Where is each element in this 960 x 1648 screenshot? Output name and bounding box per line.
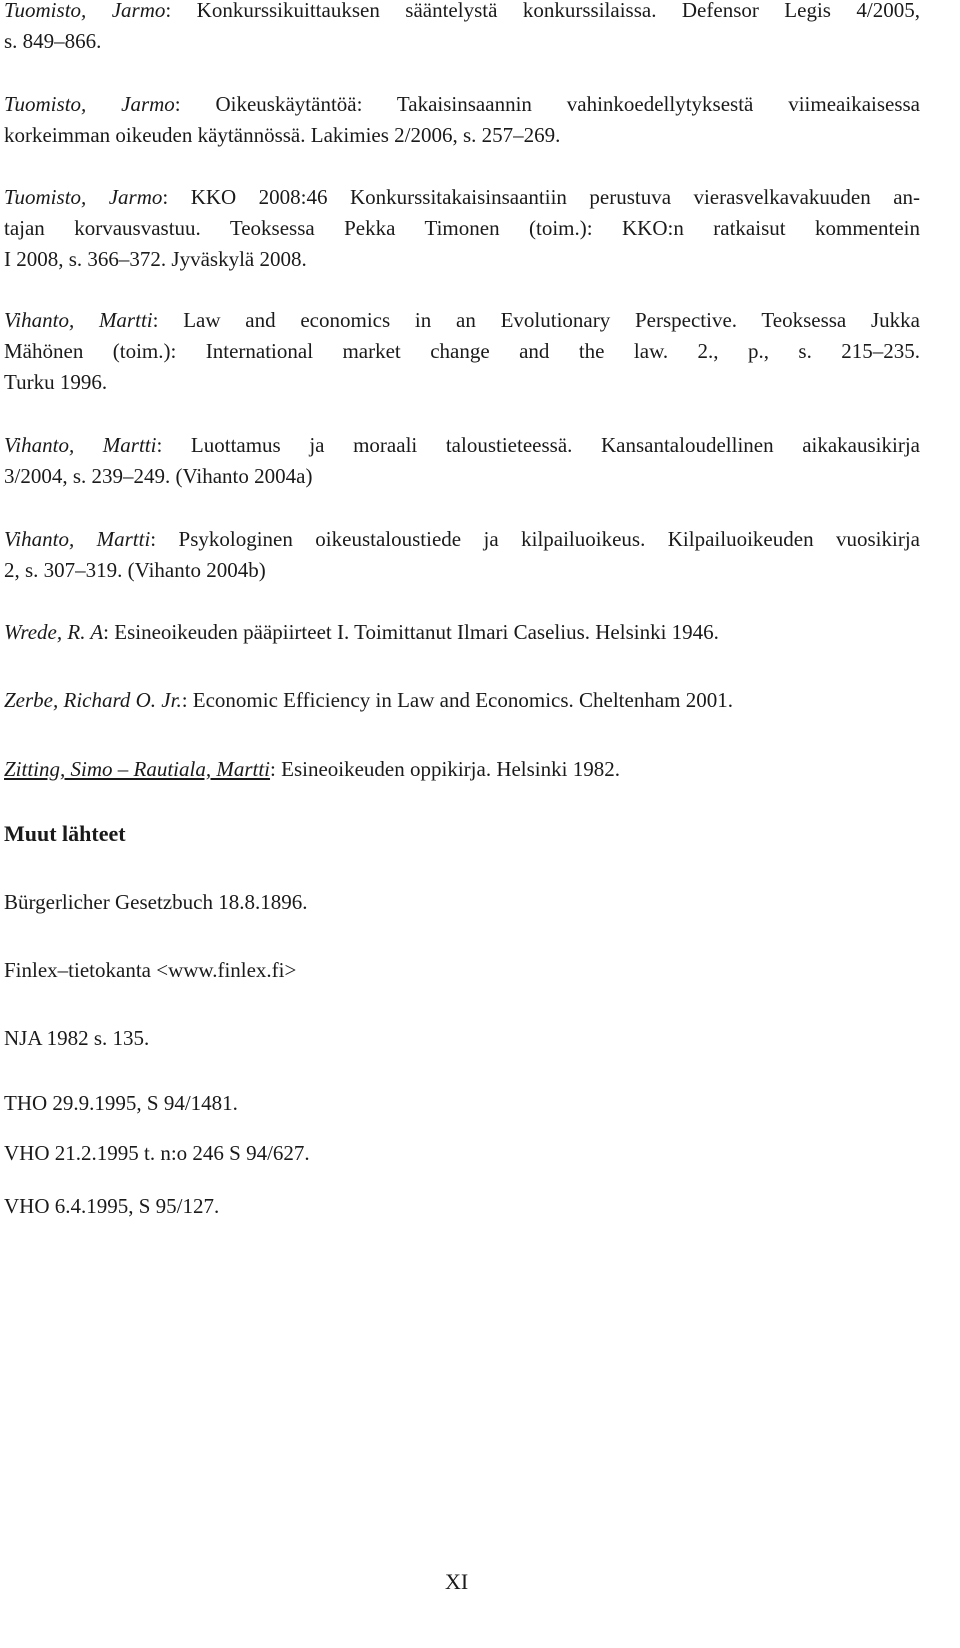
reference-text: : Law and economics in an Evolutionary Perspective. Teoksessa Jukka	[152, 308, 921, 332]
reference-author: Tuomisto, Jarmo	[4, 0, 166, 22]
source-item: Finlex–tietokanta <www.finlex.fi>	[4, 958, 297, 982]
reference-line	[4, 305, 920, 336]
reference-entry	[4, 430, 920, 492]
source-item: VHO 21.2.1995 t. n:o 246 S 94/627.	[4, 1141, 310, 1165]
reference-author: Tuomisto, Jarmo	[4, 92, 175, 116]
reference-line: tajan korvausvastuu. Teoksessa Pekka Timonen (toim.): KKO:n ratkaisut kommentein	[4, 216, 920, 240]
reference-line	[4, 89, 920, 120]
section-heading: Muut lähteet	[4, 821, 126, 846]
reference-author: Vihanto, Martti	[4, 527, 151, 551]
reference-author: Vihanto, Martti	[4, 433, 157, 457]
reference-line	[4, 182, 920, 213]
reference-line: s. 849–866.	[4, 29, 102, 53]
reference-line: 2, s. 307–319. (Vihanto 2004b)	[4, 558, 266, 582]
reference-entry	[4, 0, 920, 57]
reference-text: : Konkurssikuittauksen sääntelystä konkurssilaissa. Defensor Legis 4/2005,	[165, 0, 921, 22]
reference-entry	[4, 617, 719, 648]
reference-text: : Esineoikeuden oppikirja. Helsinki 1982.	[270, 757, 620, 781]
reference-line: korkeimman oikeuden käytännössä. Lakimies 2/2006, s. 257–269.	[4, 123, 561, 147]
reference-line	[4, 430, 920, 461]
reference-author: Zerbe, Richard O. Jr.	[4, 688, 182, 712]
reference-text: : Oikeuskäytäntöä: Takaisinsaannin vahinkoedellytyksestä viimeaikaisessa	[174, 92, 921, 116]
source-item: Bürgerlicher Gesetzbuch 18.8.1896.	[4, 890, 308, 914]
reference-entry	[4, 524, 920, 586]
reference-line: Mähönen (toim.): International market change and the law. 2., p., s. 215–235.	[4, 339, 920, 363]
page-number: XI	[445, 1569, 469, 1594]
reference-line: Turku 1996.	[4, 370, 108, 394]
reference-line: I 2008, s. 366–372. Jyväskylä 2008.	[4, 247, 307, 271]
document-page	[4, 0, 960, 1648]
reference-entry	[4, 182, 920, 275]
reference-entry	[4, 685, 733, 716]
reference-line	[4, 0, 920, 26]
reference-text: : KKO 2008:46 Konkurssitakaisinsaantiin perustuva vierasvelkavakuuden an-	[162, 185, 921, 209]
reference-text: : Economic Efficiency in Law and Economics. Cheltenham 2001.	[181, 688, 733, 712]
reference-text: : Psykologinen oikeustaloustiede ja kilpailuoikeus. Kilpailuoikeuden vuosikirja	[150, 527, 920, 551]
reference-entry	[4, 89, 920, 151]
source-item: THO 29.9.1995, S 94/1481.	[4, 1091, 238, 1115]
reference-text: : Esineoikeuden pääpiirteet I. Toimittanut Ilmari Caselius. Helsinki 1946.	[103, 620, 719, 644]
reference-entry	[4, 754, 620, 785]
reference-author: Wrede, R. A	[4, 620, 104, 644]
reference-author: Vihanto, Martti	[4, 308, 153, 332]
source-item: NJA 1982 s. 135.	[4, 1026, 150, 1050]
reference-text: : Luottamus ja moraali taloustieteessä. Kansantaloudellinen aikakausikirja	[156, 433, 920, 457]
reference-author: Tuomisto, Jarmo	[4, 185, 163, 209]
reference-line	[4, 524, 920, 555]
reference-entry	[4, 305, 920, 398]
reference-line: 3/2004, s. 239–249. (Vihanto 2004a)	[4, 464, 313, 488]
reference-author: Zitting, Simo – Rautiala, Martti	[4, 757, 271, 781]
source-item: VHO 6.4.1995, S 95/127.	[4, 1194, 220, 1218]
